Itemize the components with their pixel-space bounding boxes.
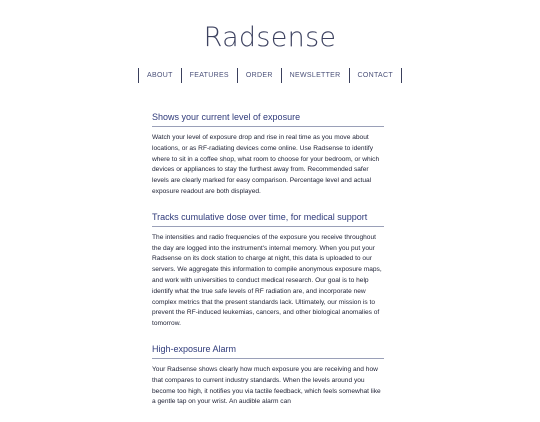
nav-item-features[interactable]: FEATURES [182, 68, 238, 83]
nav-item-contact[interactable]: CONTACT [350, 68, 402, 83]
section-body: Your Radsense shows clearly how much exposure you are receiving and how that compares to current industry standards. When the levels around you become too high, it notifies you via tactile feedback, which feels somewhat like a gentle tap on your wrist. An audible alarm can [152, 365, 381, 406]
section-cumulative-dose [152, 212, 384, 330]
section-heading: Tracks cumulative dose over time, for medical support [152, 212, 384, 227]
section-body: The intensities and radio frequencies of the exposure you receive throughout the day are logged into the instrument's internal memory. When you put your Radsense on its dock station to charge at night, this data is uploaded to our servers. We aggregate this information to compile anonymous exposure maps, and work with universities to conduct medical research. Our goal is to help identify what the true safe levels of RF radiation are, and incorporate new complex metrics that the present standards lack. Ultimately, our mission is to prevent the RF-induced leukemias, cancers, and other biological anomalies of tomorrow. [152, 233, 382, 328]
nav-bar [138, 68, 402, 83]
section-exposure-level [152, 112, 384, 198]
section-heading: High-exposure Alarm [152, 344, 384, 359]
nav-item-about[interactable]: ABOUT [139, 68, 182, 83]
section-heading: Shows your current level of exposure [152, 112, 384, 127]
main-nav [0, 68, 540, 83]
main-content [152, 112, 384, 422]
nav-item-newsletter[interactable]: NEWSLETTER [282, 68, 350, 83]
site-title: Radsense [203, 22, 337, 53]
nav-item-order[interactable]: ORDER [238, 68, 282, 83]
section-body: Watch your level of exposure drop and rise in real time as you move about locations, or as RF-radiating devices come online. Use Radsense to identify where to sit in a coffee shop, what room to choose for your bedroom, or which devices or appliances to stay the furthest away from. Recommended safer levels are clearly marked for easy comparison. Percentage level and actual exposure readout are both displayed. [152, 134, 380, 195]
section-high-exposure-alarm [152, 344, 384, 408]
